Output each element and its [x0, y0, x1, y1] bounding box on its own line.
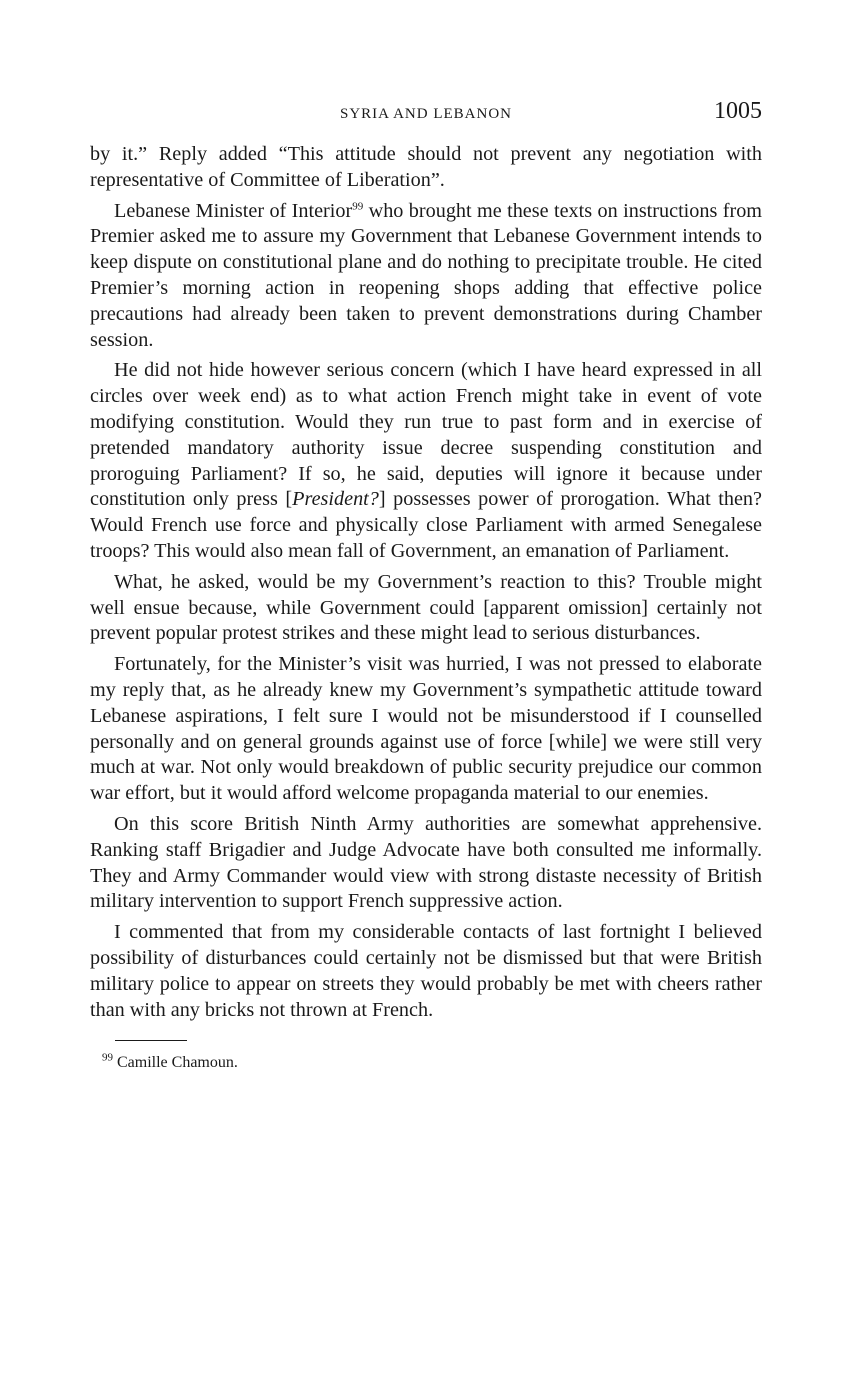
body-text	[90, 142, 762, 1023]
paragraph-1: by it.” Reply added “This attitude should not prevent any negotiation with representative of Committee of Liberation”.	[90, 143, 762, 191]
paragraph-2-text-a: Lebanese Minister of Interior	[114, 199, 353, 222]
footnote	[102, 1053, 762, 1073]
running-head	[90, 98, 762, 132]
paragraph-3-text-a: He did not hide however serious concern (which I have heard expressed in all circles over week end) as to what action French might take in event of vote modifying constitution. Would they run true to past form and in exercise of pretended mandatory authority issue decree suspending constitution and proroguing Parliament? If so, he said, deputies will ignore it because under constitution only press [	[90, 359, 762, 511]
paragraph-5: Fortunately, for the Minister’s visit was hurried, I was not pressed to elaborate my reply that, as he already knew my Government’s sympathetic attitude toward Lebanese aspirations, I felt sure I would not be misunderstood if I counselled personally and on general grounds against use of force [while] we were still very much at war. Not only would breakdown of public security prejudice our common war effort, but it would afford welcome propaganda material to our enemies.	[90, 653, 762, 805]
paragraph-7: I commented that from my considerable contacts of last fortnight I believed possibility of disturbances could certainly not be dismissed but that were British military police to appear on streets they would probably be met with cheers rather than with any bricks not thrown at French.	[90, 921, 762, 1021]
paragraph-2-text-b: who brought me these texts on instructions from Premier asked me to assure my Government that Lebanese Government intends to keep dispute on constitutional plane and do nothing to precipitate trouble. He cited Premier’s morning action in reopening shops adding that effective police precautions had already been taken to prevent demonstrations during Chamber session.	[90, 199, 762, 351]
footnote-reference: 99	[352, 199, 364, 212]
paragraph-4: What, he asked, would be my Government’s reaction to this? Trouble might well ensue because, while Government could [apparent omission] certainly not prevent popular protest strikes and these might lead to serious disturbances.	[90, 570, 762, 645]
paragraph-3	[90, 358, 762, 564]
document-page	[90, 98, 762, 1073]
paragraph-2	[90, 199, 762, 354]
running-title: SYRIA AND LEBANON	[339, 106, 512, 122]
paragraph-3-italic: President?	[292, 488, 379, 511]
paragraph-3-text-b: ] possesses power of prorogation. What then? Would French use force and physically close Parliament with armed Senegalese troops? This would also mean fall of Government, an emanation of Parliament.	[90, 488, 762, 562]
footnote-divider	[115, 1040, 187, 1041]
footnote-text: Camille Chamoun.	[117, 1054, 238, 1072]
page-number: 1005	[714, 98, 762, 124]
footnote-mark: 99	[102, 1051, 113, 1064]
paragraph-6: On this score British Ninth Army authorities are somewhat apprehensive. Ranking staff Brigadier and Judge Advocate have both consulted me informally. They and Army Commander would view with strong distaste necessity of British military intervention to support French suppressive action.	[90, 812, 762, 913]
